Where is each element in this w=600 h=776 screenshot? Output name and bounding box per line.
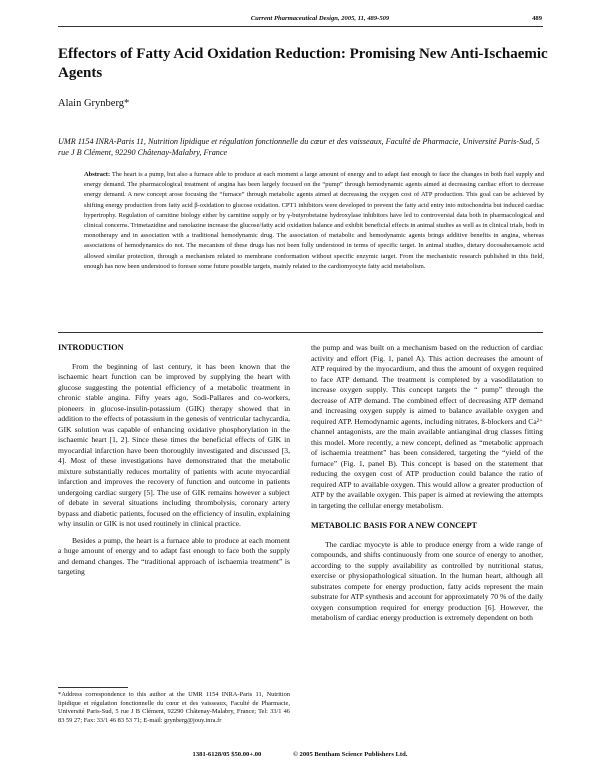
intro-paragraph-1: From the beginning of last century, it has been known that the ischaemic heart function can be improved by supplying the heart with glucose suggesting the potential efficiency of a metabolic treatment in chronic stable angina. Fifty years ago, Sodi-Pallares and co-workers, pioneers in glucose-insulin-potassium (GIK) therapy showed that in addition to the effects of potassium in the genesis of ventricular tachycardia, GIK solution was capable of enhancing oxidative phosphorylation in the ischaemic heart [1, 2]. Since these times the beneficial effects of GIK in myocardial infarction have been thoroughly investigated and discussed [3, 4]. Most of these investigations have demonstrated that the metabolic mixture substantially reduces mortality of patients with acute myocardial infarction and improves the recovery of function and outcome in patients undergoing cardiac surgery [5]. The use of GIK remains however a subject of debate in several situations including thrombolysis, coronary artery bypass and diabetic patients, focused on the efficiency of insulin, explaining why insulin or GIK is not used routinely in clinical practice. (58, 361, 290, 528)
right-paragraph-2: The cardiac myocyte is able to produce energy from a wide range of compounds, and shifts continuously from one source of energy to another, according to the supply availability as controlled by nutritional status, exercise or physiopathological situation. In the human heart, although all substrates compete for energy production, fatty acids represent the main substrate for ATP synthesis and account for approximately 70 % of the daily oxygen consumption required for energy production [6]. However, the metabolism of cardiac energy production is extremely dependent on both (311, 539, 543, 622)
copyright-line: © 2005 Bentham Science Publishers Ltd. (292, 751, 408, 758)
affiliation: UMR 1154 INRA-Paris 11, Nutrition lipidique et régulation fonctionnelle du cœur et des vaisseaux, Faculté de Pharmacie, Université Paris-Sud, 5 rue J B Clément, 92290 Châtenay-Malabry, France (58, 137, 540, 158)
metabolic-basis-heading: METABOLIC BASIS FOR A NEW CONCEPT (311, 521, 477, 530)
abstract (84, 170, 544, 272)
running-header: Current Pharmaceutical Design, 2005, 11, 489-509 (250, 15, 390, 22)
article-title: Effectors of Fatty Acid Oxidation Reduction: Promising New Anti-Ischaemic Agents (58, 46, 548, 81)
introduction-heading: INTRODUCTION (58, 343, 124, 352)
author-name: Alain Grynberg* (58, 98, 130, 109)
abstract-rule (58, 332, 543, 333)
intro-paragraph-2: Besides a pump, the heart is a furnace able to produce at each moment a huge amount of energy and to adapt fast enough to face both the supply and demand changes. The “traditional approach of ischaemia treatment” is targeting (58, 535, 290, 576)
page-footer (0, 751, 600, 758)
left-column (58, 343, 290, 578)
issn-line: 1381-6128/05 $50.00+.00 (192, 751, 262, 758)
header-rule (58, 26, 543, 27)
correspondence-footnote: *Address correspondence to this author at the UMR 1154 INRA-Paris 11, Nutrition lipidique et régulation fonctionnelle du cœur et des vaisseaux, Faculté de Pharmacie, Université Paris-Sud, 5 rue J B Clément, 92290 Châtenay-Malabry, France; Tel: 33/1 46 83 59 27; Fax: 33/1 46 83 53 71; E-mail: grynberg@jouy.inra.fr (58, 691, 290, 725)
abstract-text: The heart is a pump, but also a furnace able to produce at each moment a large amount of energy and to adapt fast enough to face the changes in both fuel supply and energy demand. The pharmacological treatment of angina has been largely focused on the “pump” through hemodynamic agents aimed at decreasing cardiac effort to decrease energy demand. A new concept arose focusing the “furnace” through metabolic agents aimed at decreasing the oxygen cost of ATP production. This goal can be achieved by shifting energy production from fatty acid β-oxidation to glucose oxidation. CPT1 inhibitors were developed to prevent the fatty acid entry into mitochondria but induced cardiac hypertrophy. Regulation of carnitine biology either by carnitine supply or by γ-butyrobetaine hydroxylase inhibitors have led to controversial data both in pharmacological and clinical concerns. Trimetazidine and ranolazine increase the glucose/fatty acid oxidation balance and exhibit beneficial effects in animal studies as well as in clinical trials, both in monotherapy and in association with a traditional hemodynamic drug. The association of metabolic and hemodynamic agents brings additive benefits in angina, whereas associations of hemodynamics do not. The mecanism of these drugs has not been fully understood in terms of specific target. In animal studies, dietary docosahexaenoic acid allowed similar protection, through a mechanism related to membrane conformation without specific enzymic target. From the mechanistic research published in this field, enough has now been understood to foresee some future possible targets, mainly related to the cardiomyocyte fatty acid metabolism. (84, 171, 544, 270)
right-column (311, 343, 543, 624)
page-number: 489 (532, 15, 542, 22)
footnote-rule (58, 687, 128, 688)
abstract-label: Abstract: (84, 171, 111, 178)
right-paragraph-1: the pump and was built on a mechanism based on the reduction of cardiac activity and effort (Fig. 1, panel A). This action decreases the amount of ATP required by the myocardium, and thus the amount of oxygen required to face ATP demand. The treatment is completed by a vasodilatation to increase oxygen supply. This concept targets the “ pump” through the decrease of ATP demand. The combined effect of decreasing ATP demand and increasing oxygen supply is aimed to balance available oxygen and required ATP. Hemodynamic agents, including nitrates, ß-blockers and Ca²⁺ channel antagonists, are the main available antianginal drug classes fitting this model. More recently, a new concept, defined as “metabolic approach of ischaemia treatment” has been considered, targeting the “yield of the furnace” (Fig. 1, panel B). This concept is based on the statement that reducing the oxygen cost of ATP production could balance the ratio of required ATP to available oxygen. This would allow a greater production of ATP by the available oxygen. This paper is aimed at reviewing the attempts in targeting the cellular energy metabolism. (311, 343, 543, 510)
